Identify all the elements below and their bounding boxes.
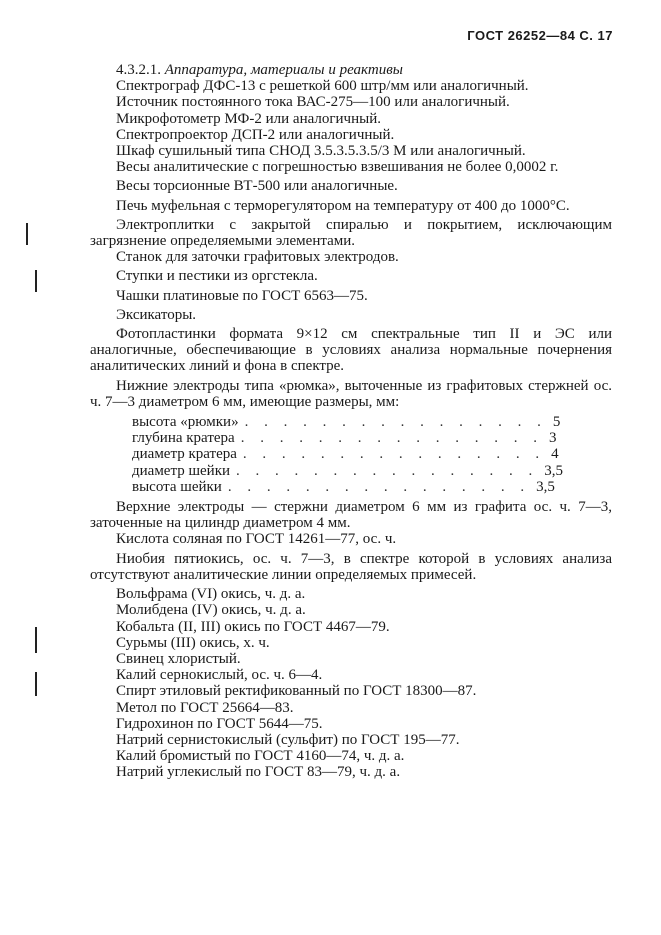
list-item: Натрий углекислый по ГОСТ 83—79, ч. д. а. <box>116 764 401 781</box>
list-item: Калий бромистый по ГОСТ 4160—74, ч. д. а. <box>116 748 405 765</box>
list-item: Ступки и пестики из оргстекла. <box>116 268 318 285</box>
list-item: Кислота соляная по ГОСТ 14261—77, ос. ч. <box>116 531 397 548</box>
dimension-label: диаметр кратера <box>132 446 237 463</box>
list-item: Спектропроектор ДСП-2 или аналогичный. <box>116 126 395 143</box>
dimension-value: 3 <box>548 430 557 447</box>
section-heading <box>90 62 612 78</box>
leader-dots: . . . . . . . . . . . . . . . . <box>240 430 543 447</box>
list-item: Свинец хлористый. <box>116 650 241 667</box>
leader-dots: . . . . . . . . . . . . . . . . <box>227 478 531 495</box>
list-item: Эксикаторы. <box>116 306 197 323</box>
section-number: 4.3.2.1. <box>116 62 161 78</box>
list-item: Кобальта (II, III) окись по ГОСТ 4467—79. <box>116 618 390 635</box>
list-item: Верхние электроды — стержни диаметром 6 мм из графита ос. ч. 7—3, заточенные на цилиндр диаметром 4 мм. <box>90 499 612 532</box>
list-item: Печь муфельная с терморегулятором на температуру от 400 до 1000°C. <box>116 197 570 214</box>
list-item: Электроплитки с закрытой спиралью и покрытием, исключающим загрязнение определяемыми элементами. <box>90 216 612 250</box>
list-item: Вольфрама (VI) окись, ч. д. а. <box>116 586 306 603</box>
dimension-value: 3,5 <box>544 462 564 479</box>
list-item: Ниобия пятиокись, ос. ч. 7—3, в спектре которой в условиях анализа отсутствуют аналитические линии определяемых примесей. <box>90 550 612 583</box>
list-item: Шкаф сушильный типа СНОД 3.5.3.5.3.5/3 М или аналогичный. <box>116 143 526 160</box>
dimensions-table <box>132 414 564 495</box>
dimension-row <box>132 414 561 431</box>
list-item: Сурьмы (III) окись, х. ч. <box>116 634 270 651</box>
section-title: Аппаратура, материалы и реактивы <box>164 62 403 78</box>
margin-mark-4 <box>35 672 37 696</box>
list-item: Молибдена (IV) окись, ч. д. а. <box>116 602 306 619</box>
list-item: Чашки платиновые по ГОСТ 6563—75. <box>116 287 368 304</box>
leader-dots: . . . . . . . . . . . . . . . . <box>236 462 539 479</box>
dimension-label: глубина кратера <box>132 430 235 447</box>
margin-mark-2 <box>35 270 37 292</box>
list-item: Нижние электроды типа «рюмка», выточенные из графитовых стержней ос. ч. 7—3 диаметром 6 мм, имеющие размеры, мм: <box>90 377 612 410</box>
list-item: Источник постоянного тока ВАС-275—100 или аналогичный. <box>116 94 510 111</box>
dimension-row <box>132 430 557 447</box>
dimension-row <box>132 446 559 463</box>
list-item: Весы аналитические с погрешностью взвешивания не более 0,0002 г. <box>116 159 559 176</box>
margin-mark-3 <box>35 627 37 653</box>
list-item: Натрий сернистокислый (сульфит) по ГОСТ 195—77. <box>116 731 460 748</box>
running-header: ГОСТ 26252—84 С. 17 <box>467 28 613 43</box>
list-item: Весы торсионные ВТ-500 или аналогичные. <box>116 178 398 195</box>
leader-dots: . . . . . . . . . . . . . . . . <box>244 414 547 431</box>
dimension-value: 5 <box>552 414 561 431</box>
list-item: Спектрограф ДФС-13 с решеткой 600 штр/мм или аналогичный. <box>116 78 529 95</box>
dimension-row <box>132 462 564 479</box>
list-item: Станок для заточки графитовых электродов. <box>116 249 399 266</box>
list-item: Гидрохинон по ГОСТ 5644—75. <box>116 715 323 732</box>
list-item: Спирт этиловый ректификованный по ГОСТ 18300—87. <box>116 683 477 700</box>
dimension-value: 4 <box>551 446 559 463</box>
list-item: Калий сернокислый, ос. ч. 6—4. <box>116 667 323 684</box>
document-body <box>90 62 612 781</box>
dimension-row <box>132 478 555 495</box>
dimension-label: высота шейки <box>132 478 222 495</box>
leader-dots: . . . . . . . . . . . . . . . . <box>242 446 546 463</box>
list-item: Микрофотометр МФ-2 или аналогичный. <box>116 110 381 127</box>
margin-mark-1 <box>26 223 28 245</box>
dimension-label: высота «рюмки» <box>132 414 239 431</box>
list-item: Фотопластинки формата 9×12 см спектральные тип II и ЭС или аналогичные, обеспечивающие в условиях анализа нормальные почернения аналитических линий и фона в спектре. <box>90 326 612 375</box>
dimension-value: 3,5 <box>536 478 555 495</box>
list-item: Метол по ГОСТ 25664—83. <box>116 699 294 716</box>
dimension-label: диаметр шейки <box>132 462 231 479</box>
